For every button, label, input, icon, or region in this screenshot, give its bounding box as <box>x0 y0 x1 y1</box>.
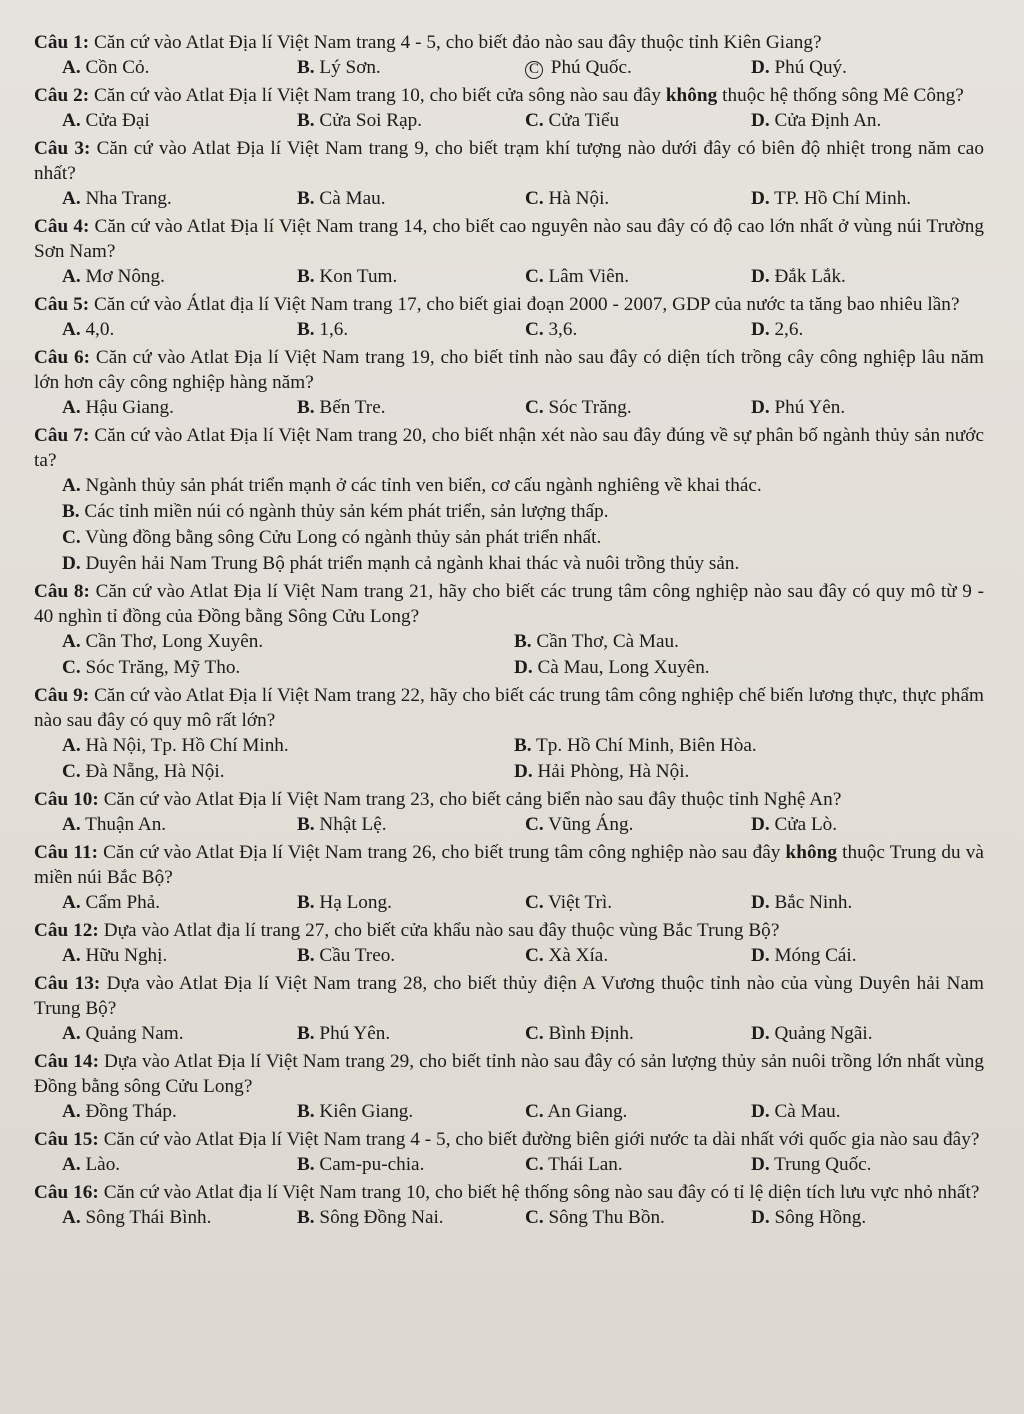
option-b[interactable] <box>297 1021 525 1047</box>
option-a[interactable] <box>62 55 297 81</box>
question-6 <box>34 345 984 421</box>
option-text: Mơ Nông. <box>80 266 165 287</box>
question-7 <box>34 423 984 577</box>
option-b[interactable] <box>297 395 525 421</box>
option-letter: A. <box>62 1207 81 1228</box>
option-text: Bình Định. <box>543 1023 634 1044</box>
option-letter: B. <box>297 57 315 78</box>
question-label: Câu 6: <box>34 347 91 368</box>
option-text: Cần Thơ, Cà Mau. <box>531 631 679 652</box>
option-d[interactable] <box>62 551 984 577</box>
question-6-options <box>34 395 984 421</box>
option-text: Lâm Viên. <box>543 266 630 287</box>
question-11 <box>34 840 984 916</box>
question-5 <box>34 292 984 343</box>
option-letter: C. <box>525 1154 544 1175</box>
option-text: Kon Tum. <box>314 266 398 287</box>
question-4-stem <box>34 214 984 264</box>
option-text: Phú Quốc. <box>546 57 632 78</box>
option-b[interactable] <box>297 317 525 343</box>
option-d[interactable] <box>514 759 984 785</box>
option-letter: A. <box>62 266 81 287</box>
option-d[interactable] <box>751 395 984 421</box>
question-text: Căn cứ vào Atlat địa lí Việt Nam trang 10, cho biết hệ thống sông nào sau đây có tỉ lệ diện tích lưu vực nhỏ nhất? <box>98 1182 980 1203</box>
option-letter: C. <box>525 1101 544 1122</box>
question-text: Căn cứ vào Atlat Địa lí Việt Nam trang 4 - 5, cho biết đường biên giới nước ta dài nhất với quốc gia nào sau đây? <box>98 1129 980 1150</box>
question-4-options <box>34 264 984 290</box>
option-text: Đà Nẵng, Hà Nội. <box>80 761 225 782</box>
question-text: Căn cứ vào Atlat Địa lí Việt Nam trang 19, cho biết tỉnh nào sau đây có diện tích trồng cây công nghiệp lâu năm lớn hơn cây công nghiệp hàng năm? <box>34 347 985 393</box>
question-text: Căn cứ vào Átlat địa lí Việt Nam trang 17, cho biết giai đoạn 2000 - 2007, GDP của nước ta tăng bao nhiêu lần? <box>89 294 960 315</box>
option-a[interactable] <box>62 1021 297 1047</box>
option-c[interactable] <box>62 655 514 681</box>
option-text: Cà Mau. <box>314 188 386 209</box>
question-7-stem <box>34 423 984 473</box>
option-text: Quảng Nam. <box>80 1023 184 1044</box>
option-a[interactable] <box>62 186 297 212</box>
option-letter: B. <box>297 188 315 209</box>
option-c[interactable] <box>525 1099 751 1125</box>
question-8-stem <box>34 579 984 629</box>
option-letter: B. <box>62 501 80 522</box>
option-b[interactable] <box>297 1099 525 1125</box>
question-16-stem <box>34 1180 984 1205</box>
option-text: Cửa Tiểu <box>543 110 620 131</box>
option-text: Kiên Giang. <box>314 1101 414 1122</box>
question-label: Câu 10: <box>34 789 99 810</box>
option-letter: B. <box>297 1207 315 1228</box>
option-text: Phú Yên. <box>769 397 846 418</box>
question-1-stem <box>34 30 984 55</box>
option-a[interactable] <box>62 317 297 343</box>
option-letter: A. <box>62 1154 81 1175</box>
option-text: Bắc Ninh. <box>769 892 853 913</box>
question-label: Câu 2: <box>34 85 90 106</box>
question-1-options <box>34 55 984 81</box>
option-text: Cẩm Phả. <box>80 892 161 913</box>
option-letter: C. <box>525 266 544 287</box>
question-1 <box>34 30 984 81</box>
option-b[interactable] <box>62 499 984 525</box>
question-12-options <box>34 943 984 969</box>
question-3 <box>34 136 984 212</box>
option-letter: B. <box>297 945 315 966</box>
option-b[interactable] <box>297 890 525 916</box>
option-text: An Giang. <box>543 1101 628 1122</box>
option-letter: D. <box>751 110 770 131</box>
option-text: Cà Mau, Long Xuyên. <box>532 657 710 678</box>
option-text: Nhật Lệ. <box>314 814 387 835</box>
option-text: Trung Quốc. <box>769 1154 872 1175</box>
option-text: Lào. <box>80 1154 121 1175</box>
question-8-options <box>34 629 984 681</box>
option-letter: D. <box>751 1101 770 1122</box>
option-text: Cần Thơ, Long Xuyên. <box>80 631 264 652</box>
question-10-options <box>34 812 984 838</box>
option-c[interactable] <box>62 759 514 785</box>
option-text: 3,6. <box>543 319 578 340</box>
option-b[interactable] <box>297 186 525 212</box>
circled-answer-mark: C <box>525 61 543 79</box>
option-b[interactable] <box>297 1152 525 1178</box>
question-text: thuộc Trung du và miền núi Bắc Bộ? <box>34 842 984 888</box>
option-a[interactable] <box>62 1099 297 1125</box>
option-text: Cam-pu-chia. <box>314 1154 425 1175</box>
option-letter: B. <box>297 110 315 131</box>
option-d[interactable] <box>751 264 984 290</box>
option-text: Hữu Nghị. <box>80 945 168 966</box>
option-text: Đồng Tháp. <box>80 1101 177 1122</box>
option-text: Sông Thu Bồn. <box>543 1207 665 1228</box>
option-text: Hà Nội. <box>543 188 610 209</box>
option-text: Móng Cái. <box>769 945 857 966</box>
option-letter: A. <box>62 631 81 652</box>
question-text: Căn cứ vào Atlat Địa lí Việt Nam trang 10, cho biết cửa sông nào sau đây <box>89 85 666 106</box>
option-b[interactable] <box>297 812 525 838</box>
question-16-options <box>34 1205 984 1231</box>
option-b[interactable] <box>514 629 984 655</box>
option-text: Bến Tre. <box>314 397 386 418</box>
option-d[interactable] <box>751 1152 984 1178</box>
question-text: Căn cứ vào Atlat Địa lí Việt Nam trang 20, cho biết nhận xét nào sau đây đúng về sự phân bố ngành thủy sản nước ta? <box>34 425 985 471</box>
emphasis-text: không <box>665 85 718 106</box>
question-13 <box>34 971 984 1047</box>
question-label: Câu 13: <box>34 973 101 994</box>
option-d[interactable] <box>514 655 984 681</box>
option-text: Sông Thái Bình. <box>80 1207 212 1228</box>
option-letter: A. <box>62 945 81 966</box>
option-text: Việt Trì. <box>543 892 613 913</box>
question-text: Dựa vào Atlat Địa lí Việt Nam trang 28, cho biết thủy điện A Vương thuộc tỉnh nào của vùng Duyên hải Nam Trung Bộ? <box>34 973 984 1019</box>
option-d[interactable] <box>751 108 984 134</box>
option-letter: D. <box>751 397 770 418</box>
question-3-options <box>34 186 984 212</box>
option-letter: A. <box>62 475 81 496</box>
option-letter: D. <box>62 553 81 574</box>
question-label: Câu 7: <box>34 425 90 446</box>
option-letter: A. <box>62 319 81 340</box>
option-d[interactable] <box>751 1205 984 1231</box>
option-text: Vùng đồng bằng sông Cửu Long có ngành thủy sản phát triển nhất. <box>80 527 602 548</box>
question-label: Câu 8: <box>34 581 90 602</box>
option-text: Cửa Đại <box>80 110 150 131</box>
option-letter: B. <box>297 397 315 418</box>
question-text: Căn cứ vào Atlat Địa lí Việt Nam trang 4 - 5, cho biết đảo nào sau đây thuộc tỉnh Kiên Giang? <box>89 32 822 53</box>
option-letter: B. <box>514 735 532 756</box>
question-label: Câu 15: <box>34 1129 99 1150</box>
question-4 <box>34 214 984 290</box>
option-a[interactable] <box>62 395 297 421</box>
option-text: Lý Sơn. <box>314 57 381 78</box>
option-a[interactable] <box>62 264 297 290</box>
option-text: Nha Trang. <box>80 188 172 209</box>
question-label: Câu 5: <box>34 294 90 315</box>
question-3-stem <box>34 136 984 186</box>
option-letter: B. <box>297 1023 315 1044</box>
option-text: Cửa Định An. <box>769 110 882 131</box>
option-letter: D. <box>751 892 770 913</box>
option-text: Cà Mau. <box>769 1101 841 1122</box>
option-d[interactable] <box>751 55 984 81</box>
option-text: Vũng Áng. <box>543 814 634 835</box>
option-text: Sóc Trăng. <box>543 397 632 418</box>
question-14-stem <box>34 1049 984 1099</box>
option-letter: A. <box>62 188 81 209</box>
option-text: 2,6. <box>769 319 804 340</box>
option-letter: D. <box>751 945 770 966</box>
option-letter: A. <box>62 814 81 835</box>
option-d[interactable] <box>751 890 984 916</box>
question-text: Dựa vào Atlat Địa lí Việt Nam trang 29, cho biết tỉnh nào sau đây có sản lượng thủy sản nuôi trồng lớn nhất vùng Đồng bằng sông Cửu Long? <box>34 1051 984 1097</box>
option-a[interactable] <box>62 812 297 838</box>
option-letter: D. <box>514 761 533 782</box>
option-b[interactable] <box>297 264 525 290</box>
question-label: Câu 14: <box>34 1051 100 1072</box>
option-c[interactable] <box>525 943 751 969</box>
option-text: Tp. Hồ Chí Minh, Biên Hòa. <box>531 735 757 756</box>
option-letter: C. <box>525 945 544 966</box>
question-14 <box>34 1049 984 1125</box>
question-label: Câu 1: <box>34 32 90 53</box>
option-c[interactable] <box>62 525 984 551</box>
question-11-stem <box>34 840 984 890</box>
option-letter: C. <box>525 319 544 340</box>
question-text: Căn cứ vào Atlat Địa lí Việt Nam trang 9, cho biết trạm khí tượng nào dưới đây có biên độ nhiệt trong năm cao nhất? <box>34 138 985 184</box>
question-7-options <box>34 473 984 577</box>
option-letter: C. <box>525 1023 544 1044</box>
option-letter: C. <box>525 814 544 835</box>
question-12-stem <box>34 918 984 943</box>
option-c[interactable] <box>525 1205 751 1231</box>
option-c[interactable] <box>525 186 751 212</box>
option-text: Sông Hồng. <box>769 1207 867 1228</box>
question-9 <box>34 683 984 785</box>
option-c[interactable] <box>525 812 751 838</box>
emphasis-text: không <box>785 842 837 863</box>
option-a[interactable] <box>62 1152 297 1178</box>
option-letter: D. <box>751 319 770 340</box>
question-text: thuộc hệ thống sông Mê Công? <box>717 85 964 106</box>
option-text: Phú Yên. <box>314 1023 391 1044</box>
question-13-options <box>34 1021 984 1047</box>
question-16 <box>34 1180 984 1231</box>
question-6-stem <box>34 345 984 395</box>
option-c[interactable] <box>525 1021 751 1047</box>
option-letter: A. <box>62 1101 81 1122</box>
option-c[interactable] <box>525 1152 751 1178</box>
option-text: 1,6. <box>314 319 349 340</box>
option-a[interactable] <box>62 1205 297 1231</box>
option-a[interactable] <box>62 890 297 916</box>
option-c[interactable] <box>525 890 751 916</box>
question-14-options <box>34 1099 984 1125</box>
question-text: Căn cứ vào Atlat Địa lí Việt Nam trang 21, hãy cho biết các trung tâm công nghiệp nào sau đây có quy mô từ 9 - 40 nghìn tỉ đồng của Đồng bằng Sông Cửu Long? <box>34 581 985 627</box>
option-b[interactable] <box>297 55 525 81</box>
question-15-stem <box>34 1127 984 1152</box>
question-8 <box>34 579 984 681</box>
option-letter: C. <box>525 110 544 131</box>
option-text: Quảng Ngãi. <box>769 1023 873 1044</box>
question-5-stem <box>34 292 984 317</box>
option-letter: B. <box>297 266 315 287</box>
option-letter: D. <box>751 1207 770 1228</box>
option-a[interactable] <box>62 733 514 759</box>
option-text: 4,0. <box>80 319 115 340</box>
option-letter: C. <box>62 657 81 678</box>
question-text: Căn cứ vào Atlat Địa lí Việt Nam trang 23, cho biết cảng biển nào sau đây thuộc tỉnh Nghệ An? <box>98 789 842 810</box>
option-text: Đắk Lắk. <box>769 266 846 287</box>
option-text: Hậu Giang. <box>80 397 174 418</box>
option-text: Các tỉnh miền núi có ngành thủy sản kém phát triển, sản lượng thấp. <box>79 501 609 522</box>
question-11-options <box>34 890 984 916</box>
option-c[interactable] <box>525 108 751 134</box>
option-c-circled[interactable] <box>525 55 751 81</box>
question-10-stem <box>34 787 984 812</box>
option-text: Phú Quý. <box>769 57 847 78</box>
option-d[interactable] <box>751 1021 984 1047</box>
option-a[interactable] <box>62 108 297 134</box>
option-text: Cồn Cỏ. <box>80 57 150 78</box>
question-12 <box>34 918 984 969</box>
option-d[interactable] <box>751 1099 984 1125</box>
option-letter: D. <box>751 1154 770 1175</box>
option-letter: A. <box>62 57 81 78</box>
option-letter: A. <box>62 397 81 418</box>
option-d[interactable] <box>751 317 984 343</box>
option-a[interactable] <box>62 629 514 655</box>
option-b[interactable] <box>514 733 984 759</box>
option-letter: A. <box>62 1023 81 1044</box>
option-text: Cầu Treo. <box>314 945 396 966</box>
option-letter: B. <box>514 631 532 652</box>
option-letter: C. <box>62 527 81 548</box>
option-text: Cửa Lò. <box>769 814 838 835</box>
option-letter: D. <box>751 188 770 209</box>
option-letter: C. <box>62 761 81 782</box>
option-letter: B. <box>297 319 315 340</box>
option-b[interactable] <box>297 1205 525 1231</box>
option-d[interactable] <box>751 812 984 838</box>
question-label: Câu 12: <box>34 920 99 941</box>
question-label: Câu 4: <box>34 216 90 237</box>
option-letter: B. <box>297 814 315 835</box>
option-text: Hạ Long. <box>314 892 392 913</box>
question-13-stem <box>34 971 984 1021</box>
option-text: Xà Xía. <box>543 945 609 966</box>
option-a[interactable] <box>62 473 984 499</box>
option-b[interactable] <box>297 943 525 969</box>
option-letter: A. <box>62 110 81 131</box>
question-15 <box>34 1127 984 1178</box>
option-letter: A. <box>62 735 81 756</box>
option-letter: B. <box>297 1101 315 1122</box>
option-letter: D. <box>751 57 770 78</box>
option-letter: D. <box>751 1023 770 1044</box>
question-label: Câu 11: <box>34 842 99 863</box>
option-letter: B. <box>297 1154 315 1175</box>
option-d[interactable] <box>751 943 984 969</box>
option-letter: C. <box>525 1207 544 1228</box>
option-text: Hà Nội, Tp. Hồ Chí Minh. <box>80 735 289 756</box>
option-letter: C. <box>525 397 544 418</box>
option-text: Thuận An. <box>80 814 167 835</box>
option-letter: B. <box>297 892 315 913</box>
option-a[interactable] <box>62 943 297 969</box>
option-text: Duyên hải Nam Trung Bộ phát triển mạnh cả ngành khai thác và nuôi trồng thủy sản. <box>80 553 740 574</box>
option-letter: D. <box>514 657 533 678</box>
question-label: Câu 9: <box>34 685 90 706</box>
option-text: Sông Đồng Nai. <box>314 1207 444 1228</box>
question-9-stem <box>34 683 984 733</box>
question-label: Câu 3: <box>34 138 91 159</box>
option-text: TP. Hồ Chí Minh. <box>769 188 912 209</box>
option-text: Sóc Trăng, Mỹ Tho. <box>80 657 241 678</box>
option-text: Thái Lan. <box>543 1154 623 1175</box>
option-letter: A. <box>62 892 81 913</box>
option-letter: C. <box>525 188 544 209</box>
question-text: Căn cứ vào Atlat Địa lí Việt Nam trang 14, cho biết cao nguyên nào sau đây có độ cao lớn nhất ở vùng núi Trường Sơn Nam? <box>34 216 984 262</box>
option-text: Hải Phòng, Hà Nội. <box>532 761 690 782</box>
question-2-stem <box>34 83 984 108</box>
question-2-options <box>34 108 984 134</box>
option-letter: D. <box>751 266 770 287</box>
question-text: Căn cứ vào Atlat Địa lí Việt Nam trang 22, hãy cho biết các trung tâm công nghiệp chế biến lương thực, thực phẩm nào sau đây có quy mô rất lớn? <box>34 685 984 731</box>
question-5-options <box>34 317 984 343</box>
option-text: Ngành thủy sản phát triển mạnh ở các tỉnh ven biển, cơ cấu ngành nghiêng về khai thác. <box>80 475 762 496</box>
option-b[interactable] <box>297 108 525 134</box>
option-letter: C. <box>525 892 544 913</box>
question-label: Câu 16: <box>34 1182 99 1203</box>
question-15-options <box>34 1152 984 1178</box>
option-letter: D. <box>751 814 770 835</box>
option-c[interactable] <box>525 317 751 343</box>
option-c[interactable] <box>525 264 751 290</box>
option-d[interactable] <box>751 186 984 212</box>
question-10 <box>34 787 984 838</box>
option-c[interactable] <box>525 395 751 421</box>
question-9-options <box>34 733 984 785</box>
question-2 <box>34 83 984 134</box>
option-text: Cửa Soi Rạp. <box>314 110 423 131</box>
question-text: Căn cứ vào Atlat Địa lí Việt Nam trang 26, cho biết trung tâm công nghiệp nào sau đây <box>98 842 786 863</box>
question-text: Dựa vào Atlat địa lí trang 27, cho biết cửa khẩu nào sau đây thuộc vùng Bắc Trung Bộ? <box>98 920 780 941</box>
